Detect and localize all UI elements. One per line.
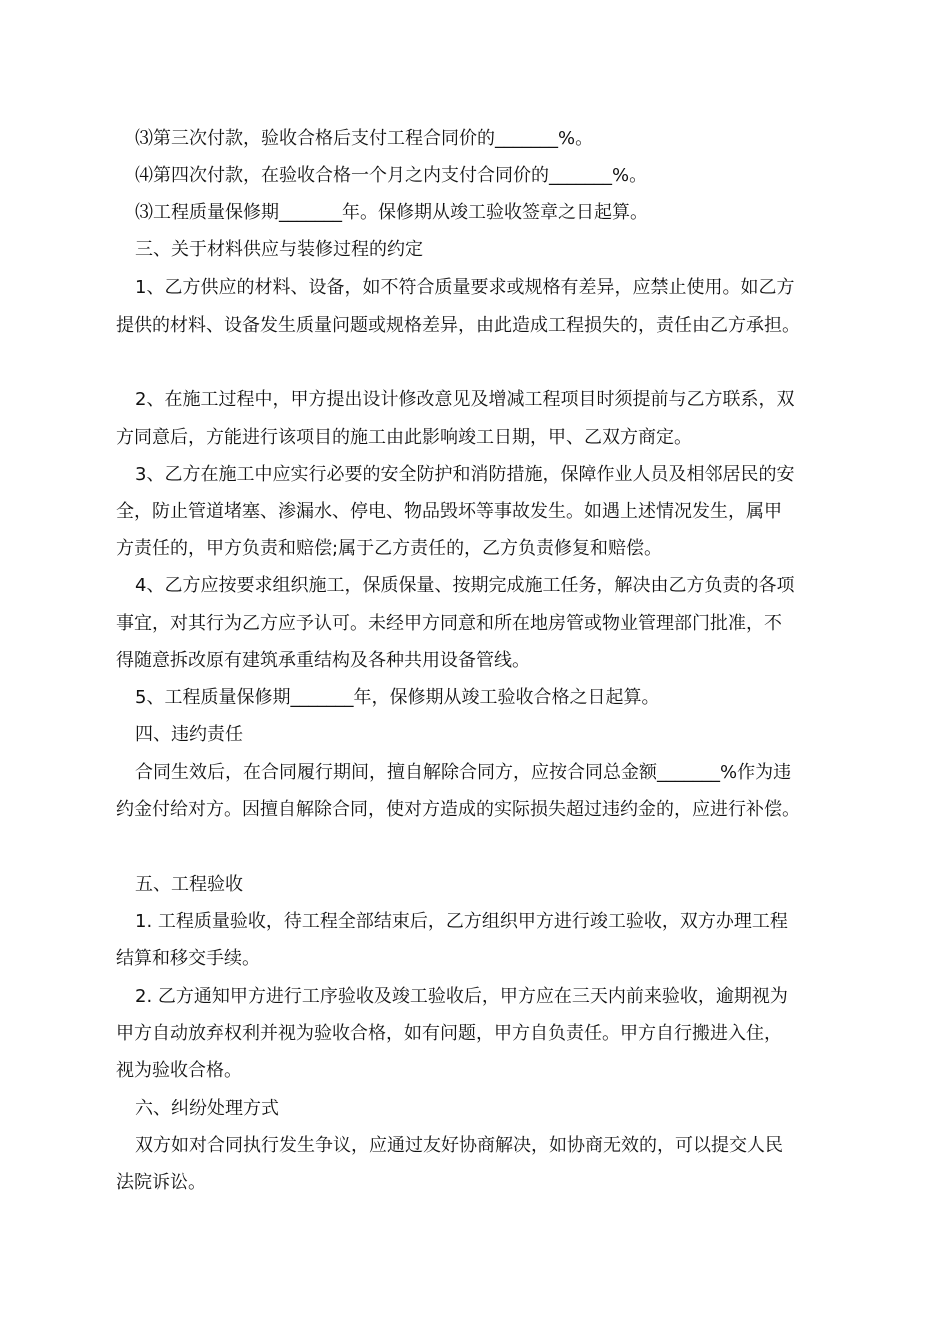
paragraph-line: 结算和移交手续。	[116, 948, 260, 969]
paragraph-line: 得随意拆改原有建筑承重结构及各种共用设备管线。	[116, 650, 530, 671]
section-heading-5: 五、工程验收	[135, 874, 243, 895]
section-heading-6: 六、纠纷处理方式	[135, 1098, 279, 1119]
paragraph-line: 方同意后，方能进行该项目的施工由此影响竣工日期，甲、乙双方商定。	[116, 427, 692, 448]
payment-clause-4: ⑷第四次付款，在验收合格一个月之内支付合同价的_______%。	[135, 165, 648, 186]
paragraph-line: 5、工程质量保修期_______年，保修期从竣工验收合格之日起算。	[135, 687, 660, 708]
paragraph-line: 合同生效后，在合同履行期间，擅自解除合同方，应按合同总金额_______%作为违	[135, 762, 792, 783]
section-heading-3: 三、关于材料供应与装修过程的约定	[135, 239, 423, 260]
paragraph-line: 1. 工程质量验收，待工程全部结束后，乙方组织甲方进行竣工验收，双方办理工程	[135, 911, 788, 932]
paragraph-line: 1、乙方供应的材料、设备，如不符合质量要求或规格有差异，应禁止使用。如乙方	[135, 277, 795, 298]
paragraph-line: 4、乙方应按要求组织施工，保质保量、按期完成施工任务，解决由乙方负责的各项	[135, 575, 795, 596]
paragraph-line: 2. 乙方通知甲方进行工序验收及竣工验收后，甲方应在三天内前来验收，逾期视为	[135, 986, 788, 1007]
payment-clause-3: ⑶第三次付款，验收合格后支付工程合同价的_______%。	[135, 128, 594, 149]
paragraph-line: 全，防止管道堵塞、渗漏水、停电、物品毁坏等事故发生。如遇上述情况发生，属甲	[116, 501, 782, 522]
paragraph-line: 方责任的，甲方负责和赔偿;属于乙方责任的，乙方负责修复和赔偿。	[116, 538, 663, 559]
paragraph-line: 双方如对合同执行发生争议，应通过友好协商解决，如协商无效的，可以提交人民	[135, 1135, 783, 1156]
paragraph-line: 事宜，对其行为乙方应予认可。未经甲方同意和所在地房管或物业管理部门批准，不	[116, 613, 782, 634]
paragraph-line: 法院诉讼。	[116, 1172, 206, 1193]
paragraph-line: 提供的材料、设备发生质量问题或规格差异，由此造成工程损失的，责任由乙方承担。	[116, 315, 800, 336]
paragraph-line: 约金付给对方。因擅自解除合同，使对方造成的实际损失超过违约金的，应进行补偿。	[116, 799, 800, 820]
paragraph-line: 3、乙方在施工中应实行必要的安全防护和消防措施，保障作业人员及相邻居民的安	[135, 464, 795, 485]
warranty-clause: ⑶工程质量保修期_______年。保修期从竣工验收签章之日起算。	[135, 202, 648, 223]
paragraph-line: 视为验收合格。	[116, 1060, 242, 1081]
section-heading-4: 四、违约责任	[135, 724, 243, 745]
paragraph-line: 甲方自动放弃权利并视为验收合格，如有问题，甲方自负责任。甲方自行搬进入住，	[116, 1023, 782, 1044]
paragraph-line: 2、在施工过程中，甲方提出设计修改意见及增减工程项目时须提前与乙方联系，双	[135, 389, 795, 410]
